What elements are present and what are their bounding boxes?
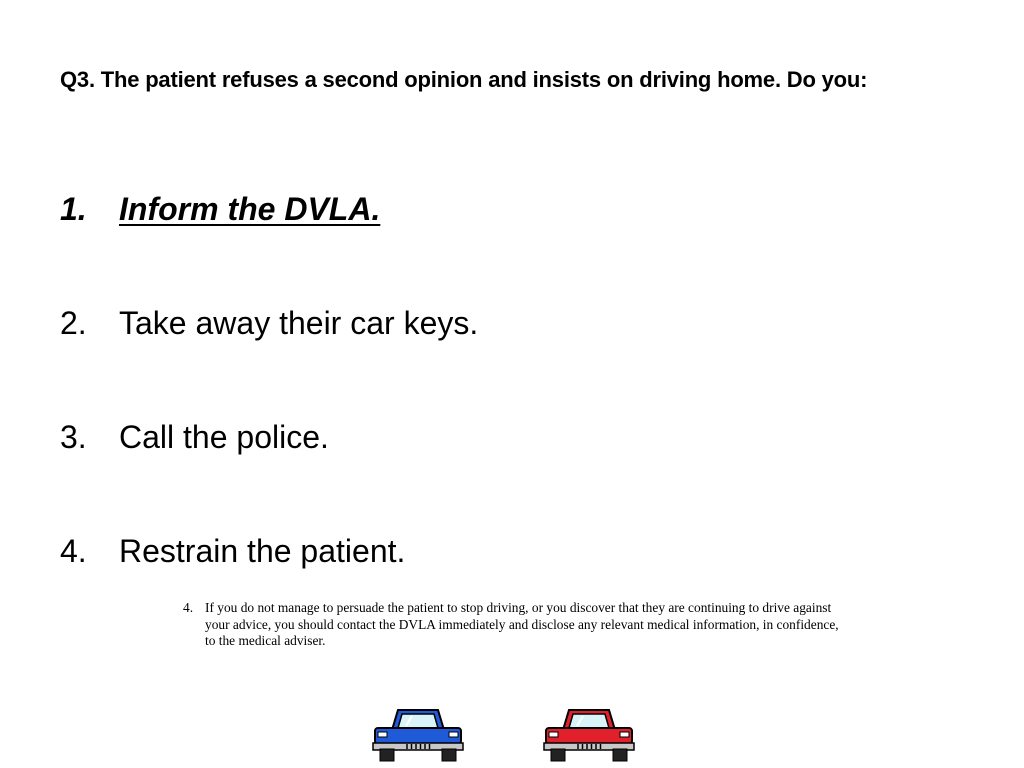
excerpt-number: 4. <box>183 600 194 615</box>
car-icon <box>543 704 635 764</box>
answer-option-2 <box>60 303 478 343</box>
excerpt-text: If you do not manage to persuade the patient to stop driving, or you discover that they are continuing to drive against your advice, you should contact the DVLA immediately and disclose any relevant medical information, in confidence, to the medical adviser. <box>205 600 839 648</box>
option-number: 2. <box>60 305 87 341</box>
answer-option-4 <box>60 531 405 571</box>
answer-option-1 <box>60 189 380 229</box>
car-icon <box>372 704 464 764</box>
option-number: 1. <box>60 191 87 227</box>
option-text: Call the police. <box>119 419 329 455</box>
option-text: Take away their car keys. <box>119 305 479 341</box>
answer-option-3 <box>60 417 329 457</box>
option-number: 3. <box>60 419 87 455</box>
answer-options-list <box>60 0 820 600</box>
option-text: Inform the DVLA. <box>119 191 381 227</box>
option-number: 4. <box>60 533 87 569</box>
question-heading: Q3. The patient refuses a second opinion and insists on driving home. Do you: <box>60 67 868 92</box>
guidance-excerpt <box>183 600 853 650</box>
option-text: Restrain the patient. <box>119 533 406 569</box>
